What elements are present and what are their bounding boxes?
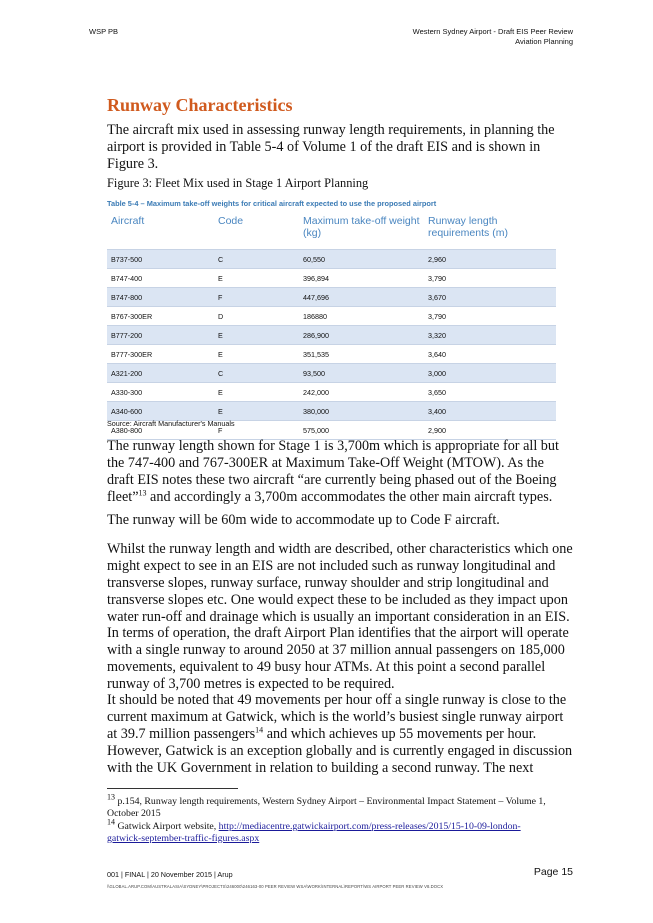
header-right-line2: Aviation Planning [515,37,573,46]
table-row [107,364,556,383]
header-right-line1: Western Sydney Airport - Draft EIS Peer Review [412,27,573,36]
intro-paragraph: The aircraft mix used in assessing runway length requirements, in planning the airport is provided in Table 5-4 of Volume 1 of the draft EIS and is shown in Figure 3. [107,122,555,172]
cell-aircraft: B737-500 [107,250,218,269]
footnote-13 [107,792,554,819]
cell-runway-length: 3,790 [428,307,556,326]
footnote-14-text: Gatwick Airport website, [115,821,219,832]
cell-code: C [218,250,303,269]
table-row [107,307,556,326]
cell-mtow: 575,000 [303,421,428,440]
cell-aircraft: A380-800 [107,421,218,440]
cell-runway-length: 2,960 [428,250,556,269]
cell-code: D [218,307,303,326]
cell-code: E [218,269,303,288]
body-paragraph-2: The runway will be 60m wide to accommodate up to Code F aircraft. [107,512,500,528]
header-aircraft: Aircraft [107,210,218,250]
cell-runway-length: 3,000 [428,364,556,383]
p5-text-b: and which achieves up 55 movements per hour. However, Gatwick is an exception globally and is currently engaged in discussion with the UK Government in relation to building a second runway. The next [107,726,573,776]
cell-runway-length: 3,640 [428,345,556,364]
cell-code: F [218,288,303,307]
footnote-ref-14: 14 [255,725,264,735]
cell-aircraft: B777-200 [107,326,218,345]
section-title: Runway Characteristics [107,95,293,115]
footnote-13-text: p.154, Runway length requirements, Western Sydney Airport – Environmental Impact Statement – Volume 1, October 2015 [107,796,546,819]
cell-runway-length: 3,790 [428,269,556,288]
table-row [107,250,556,269]
footer-left: 001 | FINAL | 20 November 2015 | Arup [107,870,233,879]
cell-code: F [218,421,303,440]
table-title: Table 5-4 – Maximum take-off weights for critical aircraft expected to use the proposed airport [107,199,437,208]
table-row [107,269,556,288]
cell-mtow: 242,000 [303,383,428,402]
gatwick-link[interactable]: http://mediacentre.gatwickairport.com/press-releases/2015/15-10-09-london-gatwick-september-traffic-figures.aspx [107,821,521,844]
footer-file-path: \\GLOBAL.ARUP.COM\AUSTRALASIA\SYDNEY\PROJECTS\246000\246163-00 PEER REVIEW WSA\WORK\INTERNAL\REPORT\WS AIRPORT PEER REVIEW V8.DOCX [107,884,444,889]
footnote-divider [107,788,238,789]
cell-aircraft: A321-200 [107,364,218,383]
header-right [413,27,573,47]
figure-caption: Figure 3: Fleet Mix used in Stage 1 Airport Planning [107,176,369,190]
cell-aircraft: A340-600 [107,402,218,421]
cell-mtow: 286,900 [303,326,428,345]
body-paragraph-5 [107,692,573,777]
footnote-14-number: 14 [107,817,115,827]
cell-code: E [218,326,303,345]
footnote-13-number: 13 [107,792,115,802]
cell-aircraft: B767-300ER [107,307,218,326]
cell-mtow: 186880 [303,307,428,326]
cell-runway-length: 3,670 [428,288,556,307]
cell-mtow: 60,550 [303,250,428,269]
cell-runway-length: 3,400 [428,402,556,421]
p5-text-a: It should be noted that 49 movements per hour off a single runway is close to the current maximum at Gatwick, which is the world’s busiest single runway airport at 39.7 million passengers [107,692,567,742]
header-left: WSP PB [89,27,119,36]
cell-aircraft: B747-400 [107,269,218,288]
cell-code: C [218,364,303,383]
cell-mtow: 447,696 [303,288,428,307]
cell-runway-length: 3,320 [428,326,556,345]
table-row [107,326,556,345]
body-paragraph-3: Whilst the runway length and width are described, other characteristics which one might expect to see in an EIS are not included such as runway longitudinal and transverse slopes, runway surface, runway shoulder and strip longitudinal and transverse slopes etc. One would expect these to be included as they impact upon water run-off and drainage which is usually an important consideration in an EIS. [107,541,573,625]
footnote-14 [107,817,554,844]
body-paragraph-4: In terms of operation, the draft Airport Plan identifies that the airport will operate with a single runway to around 2050 at 37 million annual passengers on 185,000 movements, equivalent to 49 busy hour ATMs. At this point a second parallel runway of 3,700 metres is expected to be required. [107,625,569,692]
table-row [107,383,556,402]
cell-code: E [218,345,303,364]
cell-runway-length: 2,900 [428,421,556,440]
header-runway-length: Runway length requirements (m) [428,210,556,250]
header-mtow: Maximum take-off weight (kg) [303,210,428,250]
p1-text-b: and accordingly a 3,700m accommodates the other main aircraft types. [146,489,553,505]
cell-mtow: 351,535 [303,345,428,364]
cell-aircraft: B747-800 [107,288,218,307]
table-row [107,345,556,364]
table-header-row [107,210,556,250]
cell-aircraft: B777-300ER [107,345,218,364]
cell-code: E [218,402,303,421]
body-paragraph-1 [107,438,573,506]
cell-runway-length: 3,650 [428,383,556,402]
p1-text-a: The runway length shown for Stage 1 is 3,700m which is appropriate for all but the 747-400 and 767-300ER at Maximum Take-Off Weight (MTOW). As the draft EIS notes these two aircraft “are currently being phased out of the Boeing fleet” [107,438,559,505]
cell-mtow: 380,000 [303,402,428,421]
table-source: Source: Aircraft Manufacturer's Manuals [107,419,235,428]
table-row [107,288,556,307]
footnote-ref-13: 13 [138,488,147,498]
cell-mtow: 396,894 [303,269,428,288]
cell-code: E [218,383,303,402]
header-code: Code [218,210,303,250]
cell-aircraft: A330-300 [107,383,218,402]
table-row [107,402,556,421]
page-number: Page 15 [533,866,573,878]
fleet-mix-table [107,210,556,440]
cell-mtow: 93,500 [303,364,428,383]
